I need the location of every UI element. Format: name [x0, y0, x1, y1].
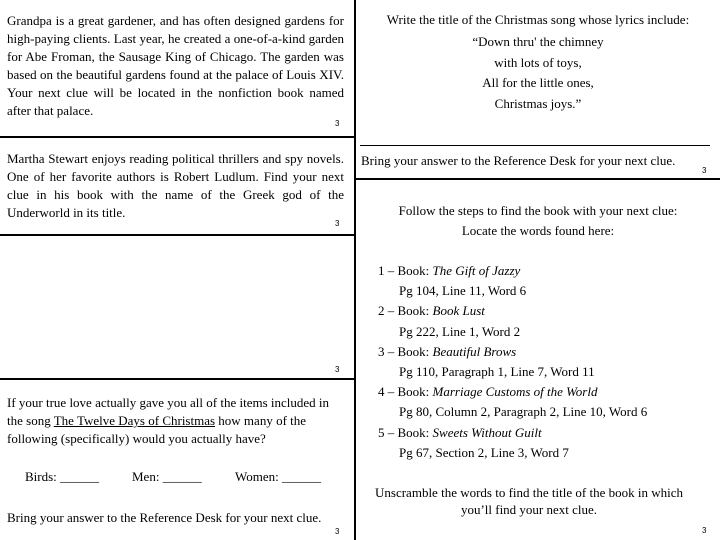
book-list: [378, 261, 718, 463]
card-number: 3: [702, 526, 707, 535]
lyric-line: with lots of toys,: [494, 54, 582, 70]
card-book-steps: [356, 180, 720, 540]
card-number: 3: [335, 119, 340, 128]
card-number: 3: [335, 219, 340, 228]
list-item: 5 – Book: Sweets Without Guilt Pg 67, Section 2, Line 3, Word 7: [378, 423, 718, 463]
lyric-line: All for the little ones,: [482, 75, 594, 90]
martha-clue-text: Martha Stewart enjoys reading political thrillers and spy novels. One of her favorite authors is Robert Ludlum. Find your next clue in his book with the name of the Greek god of the Underworld in its title.: [7, 151, 344, 220]
true-love-question: If your true love actually gave you all of the items included in the song The Twelve Days of Christmas how many of the following (specifically) would you actually have?: [7, 395, 330, 446]
book-title: The Gift of Jazzy: [432, 263, 521, 278]
list-item: 1 – Book: The Gift of Jazzy Pg 104, Line 11, Word 6: [378, 261, 718, 301]
book-location: Pg 110, Paragraph 1, Line 7, Word 11: [399, 364, 595, 380]
divider: [356, 178, 720, 180]
lyric-line: Christmas joys.”: [494, 95, 582, 111]
book-location: Pg 67, Section 2, Line 3, Word 7: [399, 444, 569, 460]
song-title: The Twelve Days of Christmas: [53, 413, 216, 428]
women-blank: Women: ______: [235, 469, 321, 484]
song-prompt: Write the title of the Christmas song whose lyrics include:: [386, 12, 690, 27]
card-number: 3: [335, 527, 340, 536]
unscramble-instruction: Unscramble the words to find the title of the book in which you’ll find your next clue.: [375, 485, 683, 517]
book-location: Pg 222, Line 1, Word 2: [399, 323, 521, 339]
lyric-line: “Down thru' the chimney: [472, 34, 604, 49]
divider: [0, 378, 354, 380]
card-christmas-song: [356, 0, 720, 178]
card-martha: [0, 138, 354, 234]
card-true-love: [0, 380, 354, 540]
answer-line: [360, 145, 710, 146]
song-lyrics: [356, 32, 720, 114]
list-item: 3 – Book: Beautiful Brows Pg 110, Paragraph 1, Line 7, Word 11: [378, 342, 718, 382]
steps-intro: Locate the words found here:: [461, 223, 615, 238]
steps-intro: Follow the steps to find the book with your next clue:: [398, 203, 678, 218]
book-location: Pg 104, Line 11, Word 6: [399, 283, 527, 299]
book-location: Pg 80, Column 2, Paragraph 2, Line 10, Word 6: [399, 404, 648, 420]
divider: [0, 234, 354, 236]
book-title: Sweets Without Guilt: [432, 424, 542, 440]
center-divider: [354, 0, 356, 540]
book-title: Book Lust: [432, 303, 485, 319]
men-blank: Men: ______: [132, 469, 202, 484]
list-item: 4 – Book: Marriage Customs of the World Pg 80, Column 2, Paragraph 2, Line 10, Word 6: [378, 382, 718, 422]
card-grandpa: [0, 0, 354, 136]
true-love-footer: Bring your answer to the Reference Desk for your next clue.: [7, 510, 322, 525]
card-number: 3: [702, 166, 707, 175]
card-blank: [0, 236, 354, 378]
divider: [0, 136, 354, 138]
book-title: Beautiful Brows: [432, 343, 517, 359]
book-title: Marriage Customs of the World: [432, 384, 598, 400]
grandpa-clue-text: Grandpa is a great gardener, and has often designed gardens for high-paying clients. Last year, he created a one-of-a-kind garden for Abe Froman, the Sausage King of Chicago. The garden was based on the beautiful gardens found at the palace of Louis XIV. Your next clue will be located in the nonfiction book named after that palace.: [7, 13, 344, 118]
song-footer: Bring your answer to the Reference Desk for your next clue.: [361, 153, 676, 168]
birds-blank: Birds: ______: [25, 469, 100, 484]
list-item: 2 – Book: Book Lust Pg 222, Line 1, Word 2: [378, 301, 718, 341]
card-number: 3: [335, 365, 340, 374]
